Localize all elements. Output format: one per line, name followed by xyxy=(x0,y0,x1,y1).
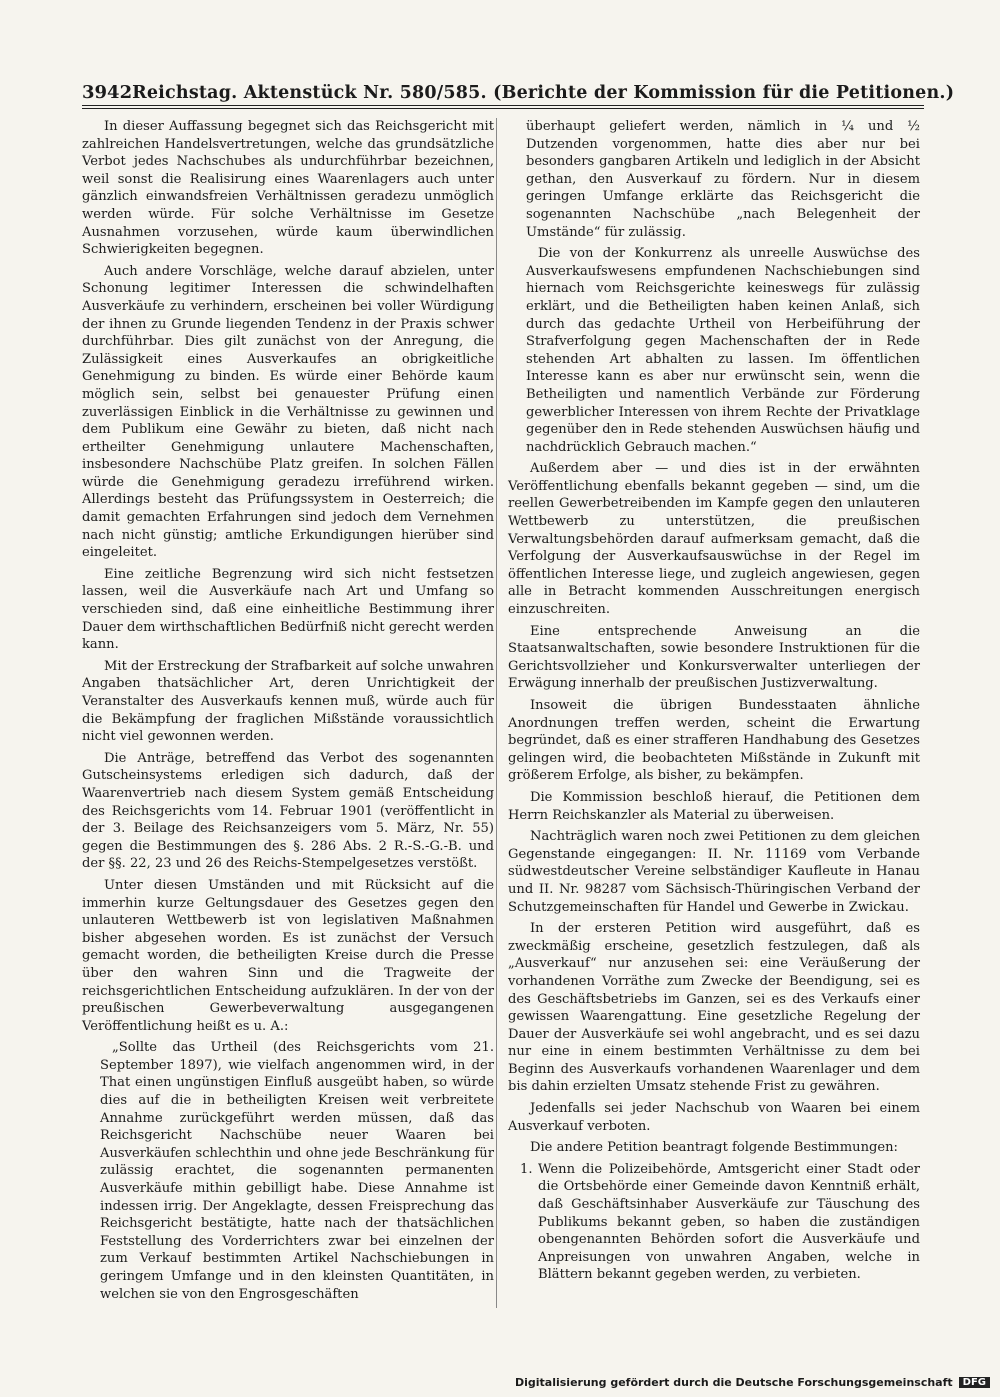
list-item-number: 1. xyxy=(520,1161,533,1177)
header-rule xyxy=(82,105,924,106)
right-column xyxy=(508,118,920,1288)
quote-continuation: überhaupt geliefert werden, nämlich in ¼ und ½ Dutzenden vorgenommen, hatte dies aber nur bei besonders gangbaren Artikeln und lediglich in der Absicht gethan, den Ausverkauf zu fördern. Nur in diesem geringen Umfange erklärte das Reichsgericht die sogenannten Nachschübe „nach Belegenheit der Umstände“ für zulässig. xyxy=(526,119,920,240)
paragraph: Jedenfalls sei jeder Nachschub von Waaren bei einem Ausverkauf verboten. xyxy=(508,1101,920,1134)
paragraph: Mit der Erstreckung der Strafbarkeit auf solche unwahren Angaben thatsächlicher Art, deren Unrichtigkeit der Veranstalter des Ausverkaufs kennen muß, würde auch für die Bekämpfung der fraglichen Mißstände voraussichtlich nicht viel gewonnen werden. xyxy=(82,658,494,745)
paragraph: Die andere Petition beantragt folgende Bestimmungen: xyxy=(530,1140,898,1156)
quote-paragraph: „Sollte das Urtheil (des Reichsgerichts vom 21. September 1897), wie vielfach angenommen wird, in der That einen ungünstigen Einfluß ausgeübt haben, so würde dies auf die in betheiligten Kreisen weit verbreitete Annahme zurückgeführt werden müssen, daß das Reichsgericht Nachschübe neuer Waaren bei Ausverkäufen schlechthin und ohne jede Beschränkung für zulässig erachtet, die sogenannten permanenten Ausverkäufe mithin gebilligt habe. Diese Annahme ist indessen irrig. Der Angeklagte, dessen Freisprechung das Reichsgericht bestätigte, hatte nach der thatsächlichen Feststellung des Vorderrichters zwar bei einzelnen der zum Verkauf bestimmten Artikel Nachschiebungen in geringem Umfange und in den kleinsten Quantitäten, in welchen sie von den Engrosgeschäften xyxy=(100,1040,494,1302)
paragraph: Die Anträge, betreffend das Verbot des sogenannten Gutscheinsystems erledigen sich dadurch, daß der Waarenvertrieb nach diesem System gemäß Entscheidung des Reichsgerichts vom 14. Februar 1901 (veröffentlicht in der 3. Beilage des Reichsanzeigers vom 5. März, Nr. 55) gegen die Bestimmungen des §. 286 Abs. 2 R.-S.-G.-B. und der §§. 22, 23 und 26 des Reichs-Stempelgesetzes verstößt. xyxy=(82,750,494,872)
paragraph: Eine entsprechende Anweisung an die Staatsanwaltschaften, sowie besondere Instruktionen für die Gerichtsvollzieher und Konkursverwalter unterliegen der Erwägung innerhalb der preußischen Justizverwaltung. xyxy=(508,623,920,692)
list-item xyxy=(520,1161,920,1284)
paragraph: In der ersteren Petition wird ausgeführt, daß es zweckmäßig erscheine, gesetzlich festzulegen, daß als „Ausverkauf“ nur anzusehen sei: eine Veräußerung der vorhandenen Vorräthe zum Zwecke der Beendigung, sei es des Geschäftsbetriebs im Ganzen, sei es des Verkaufs einer gewissen Waarengattung. Eine gesetzliche Regelung der Dauer der Ausverkäufe sei wohl angebracht, und es sei dazu nur eine in einem bestimmten Verhältnisse zu dem bei Beginn des Ausverkaufs vorhandenen Waarenlager und dem bis dahin erzielten Umsatz stehende Frist zu gewähren. xyxy=(508,921,920,1095)
page-number: 3942 xyxy=(82,82,133,103)
page-title: Reichstag. Aktenstück Nr. 580/585. (Berichte der Kommission für die Petitionen.) xyxy=(132,83,955,103)
paragraph: Auch andere Vorschläge, welche darauf abzielen, unter Schonung legitimer Interessen die schwindelhaften Ausverkäufe zu verhindern, erscheinen bei voller Würdigung der ihnen zu Grunde liegenden Tendenz in der Praxis schwer durchführbar. Dies gilt zunächst von der Anregung, die Zulässigkeit eines Ausverkaufes an obrigkeitliche Genehmigung zu binden. Es würde einer Behörde kaum möglich sein, selbst bei genauester Prüfung einen zuverlässigen Einblick in die Verhältnisse zu gewinnen und dem Publikum eine Gewähr zu bieten, daß nicht nach ertheilter Genehmigung unlautere Machenschaften, insbesondere Nachschübe Platz greifen. In solchen Fällen würde die Genehmigung geradezu irreführend wirken. Allerdings besteht das Prüfungssystem in Oesterreich; die damit gemachten Erfahrungen sind jedoch dem Vernehmen nach nicht günstig; amtliche Erkundigungen hierüber sind eingeleitet. xyxy=(82,263,494,561)
paragraph: Eine zeitliche Begrenzung wird sich nicht festsetzen lassen, weil die Ausverkäufe nach Art und Umfang so verschieden sind, daß eine einheitliche Bestimmung ihrer Dauer dem wirthschaftlichen Bedürfniß nicht gerecht werden kann. xyxy=(82,566,494,653)
page-header xyxy=(82,82,955,103)
footer-text: Digitalisierung gefördert durch die Deutsche Forschungsgemeinschaft xyxy=(514,1376,953,1389)
paragraph: Außerdem aber — und dies ist in der erwähnten Veröffentlichung ebenfalls bekannt gegeben — sind, um die reellen Gewerbetreibenden im Kampfe gegen den unlauteren Wettbewerb zu unterstützen, die preußischen Verwaltungsbehörden darauf aufmerksam gemacht, daß die Verfolgung der Ausverkaufsauswüchse in der Regel im öffentlichen Interesse liege, und zugleich angewiesen, gegen alle in Betracht kommenden Ausschreitungen energisch einzuschreiten. xyxy=(508,461,920,618)
paragraph: Unter diesen Umständen und mit Rücksicht auf die immerhin kurze Geltungsdauer des Gesetzes gegen den unlauteren Wettbewerb ist von legislativen Maßnahmen bisher abgesehen worden. Es ist zunächst der Versuch gemacht worden, die betheiligten Kreise durch die Presse über den wahren Sinn und die Tragweite der reichsgerichtlichen Entscheidung aufzuklären. In der von der preußischen Gewerbeverwaltung ausgegangenen Veröffentlichung heißt es u. A.: xyxy=(82,877,494,1034)
paragraph: Die Kommission beschloß hierauf, die Petitionen dem Herrn Reichskanzler als Material zu überweisen. xyxy=(508,789,920,823)
paragraph: Insoweit die übrigen Bundesstaaten ähnliche Anordnungen treffen werden, scheint die Erwartung begründet, daß es einer strafferen Handhabung des Gesetzes gelingen wird, die beobachteten Mißstände in Zukunft mit größerem Erfolge, als bisher, zu bekämpfen. xyxy=(508,698,920,784)
column-divider xyxy=(496,118,497,1308)
header-rule-double xyxy=(82,108,924,109)
quote-paragraph: Die von der Konkurrenz als unreelle Auswüchse des Ausverkaufswesens empfundenen Nachschiebungen sind hiernach vom Reichsgerichte keineswegs für zulässig erklärt, und die Betheiligten haben keinen Anlaß, sich durch das gedachte Urtheil von Herbeiführung der Strafverfolgung gegen Machenschaften der in Rede stehenden Art abhalten zu lassen. Im öffentlichen Interesse kann es aber nur erwünscht sein, wenn die Betheiligten und namentlich Verbände zur Förderung gewerblicher Interessen von ihrem Rechte der Privatklage gegenüber den in Rede stehenden Auswüchsen häufig und nachdrücklich Gebrauch machen.“ xyxy=(526,246,920,455)
digitization-footer xyxy=(515,1376,990,1389)
dfg-logo-icon: DFG xyxy=(959,1377,990,1388)
list-item-text: Wenn die Polizeibehörde, Amtsgericht einer Stadt oder die Ortsbehörde einer Gemeinde davon Kenntniß erhält, daß Geschäftsinhaber Ausverkäufe zur Täuschung des Publikums bekannt geben, so haben die zuständigen obengenannten Behörden sofort die Ausverkäufe und Anpreisungen von unwahren Angaben, welche in Blättern bekannt gegeben werden, zu verbieten. xyxy=(538,1161,920,1283)
paragraph: Nachträglich waren noch zwei Petitionen zu dem gleichen Gegenstande eingegangen: II. Nr. 11169 vom Verbande südwestdeutscher Vereine selbständiger Kaufleute in Hanau und II. Nr. 98287 vom Sächsisch-Thüringischen Verband der Schutzgemeinschaften für Handel und Gewerbe in Zwickau. xyxy=(508,829,920,915)
left-column xyxy=(82,118,494,1307)
paragraph: In dieser Auffassung begegnet sich das Reichsgericht mit zahlreichen Handelsvertretungen, welche das grundsätzliche Verbot jedes Nachschubes als undurchführbar bezeichnen, weil sonst die Realisirung eines Waarenlagers auch unter gänzlich einwandsfreien Verhältnissen geradezu unmöglich werden würde. Für solche Verhältnisse im Gesetze Ausnahmen vorzusehen, würde kaum überwindlichen Schwierigkeiten begegnen. xyxy=(82,119,494,258)
